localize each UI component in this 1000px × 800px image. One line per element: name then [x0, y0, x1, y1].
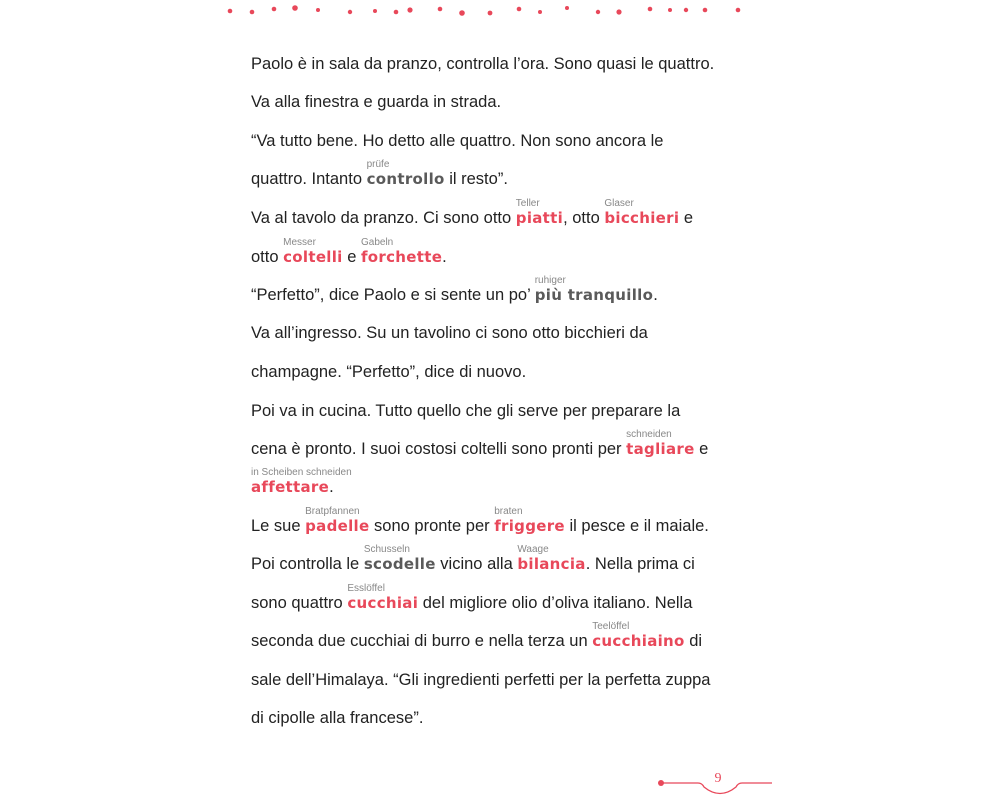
line-text: , otto: [563, 209, 605, 227]
glossed-word: [592, 621, 685, 651]
vocab-word: cucchiaino: [592, 632, 685, 650]
line-text: il resto”.: [444, 170, 508, 188]
gloss-label: prüfe: [366, 159, 390, 170]
gloss-label: Waage: [517, 544, 549, 555]
vocab-word: tagliare: [626, 440, 695, 458]
gloss-label: ruhiger: [534, 275, 566, 286]
gloss-label: Glaser: [604, 198, 634, 209]
gloss-label: in Scheiben schneiden: [251, 467, 352, 478]
vocab-word: padelle: [305, 517, 370, 535]
text-line: [251, 708, 423, 728]
text-line: [251, 506, 709, 536]
glossed-word: [363, 544, 436, 574]
vocab-word: affettare: [251, 478, 330, 496]
line-text: Va all’ingresso. Su un tavolino ci sono otto bicchieri da: [251, 324, 648, 342]
vocab-word: scodelle: [363, 555, 436, 573]
line-text: Poi controlla le: [251, 555, 364, 573]
gloss-label: Schusseln: [363, 544, 410, 555]
glossed-word: [494, 506, 565, 536]
line-text: cena è pronto. I suoi costosi coltelli sono pronti per: [251, 440, 627, 458]
line-text: “Va tutto bene. Ho detto alle quattro. Non sono ancora le: [251, 132, 664, 150]
line-text: seconda due cucchiai di burro e nella terza un: [251, 632, 593, 650]
text-line: [251, 323, 648, 343]
line-text: vicino alla: [435, 555, 518, 573]
gloss-label: Bratpfannen: [305, 506, 360, 517]
text-line: [251, 54, 714, 74]
text-line: [251, 131, 663, 151]
line-text: sono quattro: [251, 594, 348, 612]
gloss-label: Teelöffel: [592, 621, 630, 632]
line-text: champagne. “Perfetto”, dice di nuovo.: [251, 363, 527, 381]
line-text: . Nella prima ci: [585, 555, 695, 573]
gloss-label: braten: [494, 506, 523, 517]
text-line: [251, 237, 447, 267]
line-text: sono pronte per: [369, 517, 495, 535]
glossed-word: [515, 198, 564, 228]
line-text: del migliore olio d’oliva italiano. Nella: [418, 594, 693, 612]
line-text: di cipolle alla francese”.: [251, 709, 424, 727]
line-text: il pesce e il maiale.: [564, 517, 709, 535]
text-line: [251, 583, 693, 613]
line-text: sale dell’Himalaya. “Gli ingredienti perfetti per la perfetta zuppa: [251, 671, 711, 689]
line-text: “Perfetto”, dice Paolo e si sente un po’: [251, 286, 535, 304]
text-line: [251, 429, 709, 459]
glossed-word: [283, 237, 343, 267]
gloss-label: Gabeln: [360, 237, 394, 248]
glossed-word: [347, 583, 419, 613]
vocab-word: coltelli: [283, 248, 343, 266]
text-line: [251, 467, 352, 497]
line-text: Paolo è in sala da pranzo, controlla l’ora. Sono quasi le quattro.: [251, 55, 715, 73]
vocab-word: bilancia: [517, 555, 586, 573]
glossed-word: [604, 198, 680, 228]
line-text: e: [694, 440, 709, 458]
gloss-label: Esslöffel: [347, 583, 385, 594]
text-line: [251, 621, 703, 651]
gloss-label: Teller: [515, 198, 540, 209]
text-line: [251, 544, 695, 574]
glossed-word: [517, 544, 586, 574]
vocab-word: cucchiai: [347, 594, 419, 612]
text-line: [251, 275, 658, 305]
line-text: di: [684, 632, 703, 650]
line-text: .: [329, 478, 334, 496]
line-text: .: [442, 248, 447, 266]
line-text: quattro. Intanto: [251, 170, 367, 188]
vocab-word: controllo: [366, 170, 445, 188]
text-line: [251, 670, 711, 690]
line-text: .: [653, 286, 658, 304]
line-text: Le sue: [251, 517, 306, 535]
line-text: otto: [251, 248, 284, 266]
decorative-dot-border: [0, 0, 1000, 24]
text-line: [251, 92, 501, 112]
glossed-word: [360, 237, 443, 267]
gloss-label: Messer: [283, 237, 316, 248]
vocab-word: friggere: [494, 517, 565, 535]
glossed-word: [251, 467, 352, 497]
text-line: [251, 159, 508, 189]
glossed-word: [626, 429, 695, 459]
line-text: Va al tavolo da pranzo. Ci sono otto: [251, 209, 516, 227]
line-text: Va alla finestra e guarda in strada.: [251, 93, 502, 111]
vocab-word: forchette: [360, 248, 443, 266]
gloss-label: schneiden: [626, 429, 672, 440]
text-line: [251, 198, 694, 228]
text-line: [251, 362, 526, 382]
glossed-word: [305, 506, 370, 536]
page-number: 9: [714, 771, 722, 786]
glossed-word: [534, 275, 654, 305]
line-text: Poi va in cucina. Tutto quello che gli serve per preparare la: [251, 402, 681, 420]
line-text: e: [679, 209, 694, 227]
vocab-word: bicchieri: [604, 209, 680, 227]
text-line: [251, 401, 680, 421]
line-text: e: [342, 248, 361, 266]
vocab-word: piatti: [515, 209, 564, 227]
glossed-word: [366, 159, 445, 189]
vocab-word: più tranquillo: [534, 286, 654, 304]
